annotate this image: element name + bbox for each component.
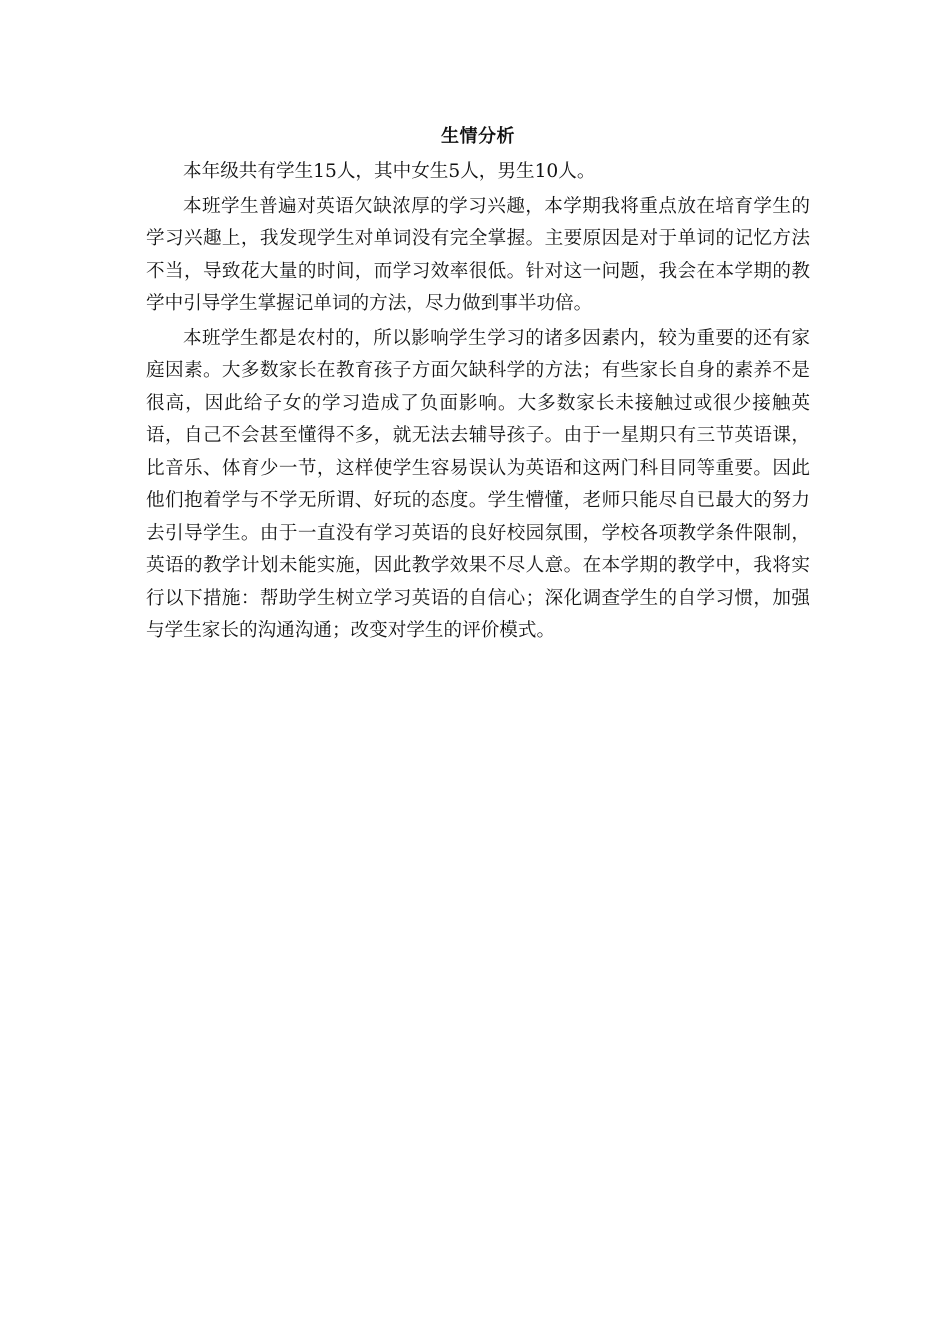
paragraph-class-size: 本年级共有学生15人，其中女生5人，男生10人。 xyxy=(183,161,596,182)
paragraph-learning-interest: 本班学生普遍对英语欠缺浓厚的学习兴趣，本学期我将重点放在培育学生的学习兴趣上，我发现学生对单词没有完全掌握。主要原因是对于单词的记忆方法不当，导致花大量的时间，而学习效率很低。针对这一问题，我会在本学期的教学中引导学生掌握记单词的方法，尽力做到事半功倍。 xyxy=(146,195,810,314)
document-body xyxy=(146,122,810,648)
paragraph-family-factors: 本班学生都是农村的，所以影响学生学习的诸多因素内，较为重要的还有家庭因素。大多数家长在教育孩子方面欠缺科学的方法；有些家长自身的素养不是很高，因此给子女的学习造成了负面影响。大多数家长未接触过或很少接触英语，自己不会甚至懂得不多，就无法去辅导孩子。由于一星期只有三节英语课，比音乐、体育少一节，这样使学生容易误认为英语和这两门科目同等重要。因此他们抱着学与不学无所谓、好玩的态度。学生懵懂，老师只能尽自已最大的努力去引导学生。由于一直没有学习英语的良好校园氛围，学校各项教学条件限制，英语的教学计划未能实施，因此教学效果不尽人意。在本学期的教学中，我将实行以下措施：帮助学生树立学习英语的自信心；深化调查学生的自学习惯，加强与学生家长的沟通沟通；改变对学生的评价模式。 xyxy=(146,327,810,641)
document-title: 生情分析 xyxy=(441,126,515,147)
